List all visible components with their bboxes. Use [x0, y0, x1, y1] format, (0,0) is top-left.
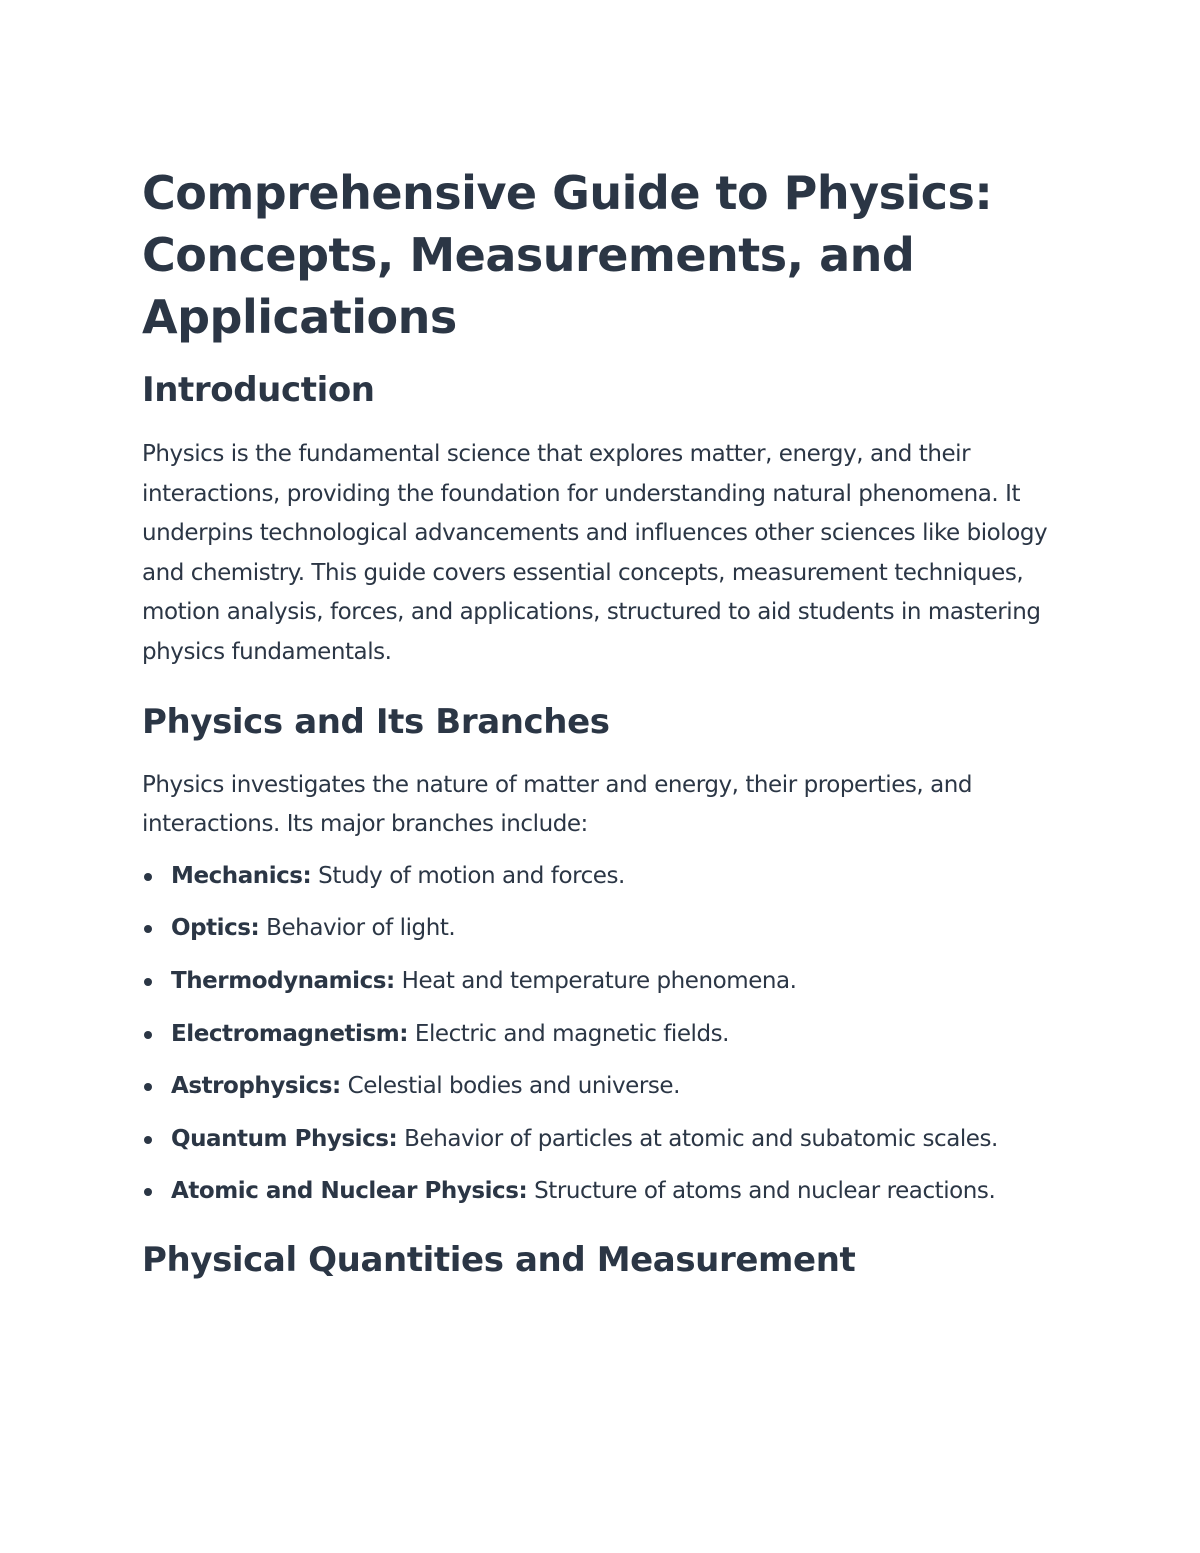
branch-term: Atomic and Nuclear Physics: [171, 1178, 528, 1205]
list-item [142, 909, 1072, 949]
list-item [142, 1067, 1072, 1107]
branch-description: Celestial bodies and universe. [347, 1073, 680, 1100]
list-item [142, 1120, 1072, 1160]
list-item [142, 857, 1072, 897]
branches-list [142, 857, 1072, 1212]
branches-heading: Physics and Its Branches [142, 701, 610, 742]
introduction-heading: Introduction [142, 370, 375, 410]
branch-term: Optics: [171, 915, 260, 942]
list-item [142, 1172, 1072, 1212]
introduction-paragraph: Physics is the fundamental science that explores matter, energy, and their interactions, providing the foundation for understanding natural phenomena. It underpins technological advancements and influences other sciences like biology and chemistry. This guide covers essential concepts, measurement techniques, motion analysis, forces, and applications, structured to aid students in mastering physics fundamentals. [142, 441, 1048, 665]
bullet-icon [144, 925, 152, 933]
branch-description: Electric and magnetic fields. [414, 1020, 730, 1047]
bullet-icon [144, 1031, 152, 1039]
bullet-icon [144, 1188, 152, 1196]
branch-term: Mechanics: [171, 862, 312, 889]
bullet-icon [144, 873, 152, 881]
branch-description: Study of motion and forces. [318, 862, 625, 889]
branch-term: Quantum Physics: [171, 1125, 398, 1152]
list-item [142, 962, 1072, 1002]
quantities-heading: Physical Quantities and Measurement [142, 1239, 856, 1280]
document-page [142, 162, 1072, 1282]
branch-description: Heat and temperature phenomena. [401, 967, 797, 994]
branch-description: Structure of atoms and nuclear reactions. [534, 1178, 996, 1205]
branch-description: Behavior of particles at atomic and subatomic scales. [404, 1125, 998, 1152]
bullet-icon [144, 1136, 152, 1144]
branch-term: Electromagnetism: [171, 1020, 408, 1047]
branch-term: Thermodynamics: [171, 967, 395, 994]
document-title: Comprehensive Guide to Physics: Concepts, Measurements, and Applications [142, 166, 993, 344]
branch-term: Astrophysics: [171, 1073, 341, 1100]
bullet-icon [144, 1083, 152, 1091]
branches-paragraph: Physics investigates the nature of matter and energy, their properties, and interactions. Its major branches include: [142, 771, 973, 838]
branch-description: Behavior of light. [266, 915, 456, 942]
list-item [142, 1015, 1072, 1055]
bullet-icon [144, 978, 152, 986]
